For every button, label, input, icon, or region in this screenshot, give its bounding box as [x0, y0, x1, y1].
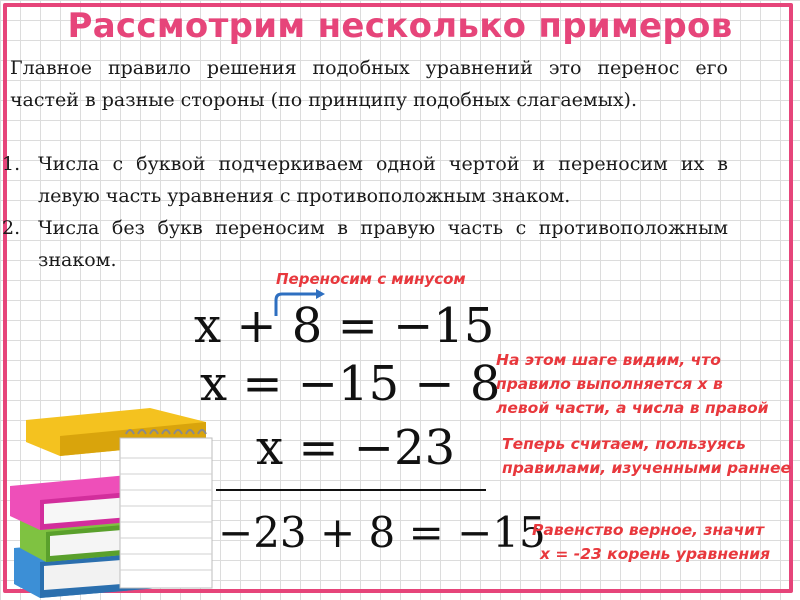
- note-compute: Теперь считаем, пользуясь правилами, изученными раннее: [502, 435, 792, 477]
- divider-line: [216, 489, 486, 491]
- note-verified-line2: х = -23 корень уравнения: [540, 545, 771, 563]
- note-verified: [532, 518, 792, 566]
- rule-number: 2.: [2, 217, 21, 239]
- rule-item: [0, 148, 728, 212]
- book-stack-icon: [0, 398, 216, 600]
- rule-number: 1.: [2, 153, 21, 175]
- equation-solution: x = −23: [256, 420, 456, 476]
- equation-original: x + 8 = −15: [194, 298, 495, 354]
- rule-text: Числа с буквой подчеркиваем одной чертой и переносим их в левую часть уравнения с противоположным знаком.: [38, 153, 728, 207]
- note-step: На этом шаге видим, что правило выполняется х в левой части, а числа в правой: [496, 351, 769, 417]
- rule-text: Числа без букв переносим в правую часть с противоположным знаком.: [38, 217, 728, 271]
- rule-item: [0, 212, 728, 276]
- slide-title: Рассмотрим несколько примеров: [67, 6, 733, 46]
- equation-transferred: x = −15 − 8: [200, 356, 501, 412]
- note-verified-line1: Равенство верное, значит: [532, 521, 765, 539]
- rules-list: [0, 148, 728, 276]
- intro-paragraph: Главное правило решения подобных уравнений это перенос его частей в разные стороны (по принципу подобных слагаемых).: [10, 57, 728, 111]
- equation-check: −23 + 8 = −15: [218, 508, 546, 557]
- arrow-label: Переносим с минусом: [276, 270, 466, 288]
